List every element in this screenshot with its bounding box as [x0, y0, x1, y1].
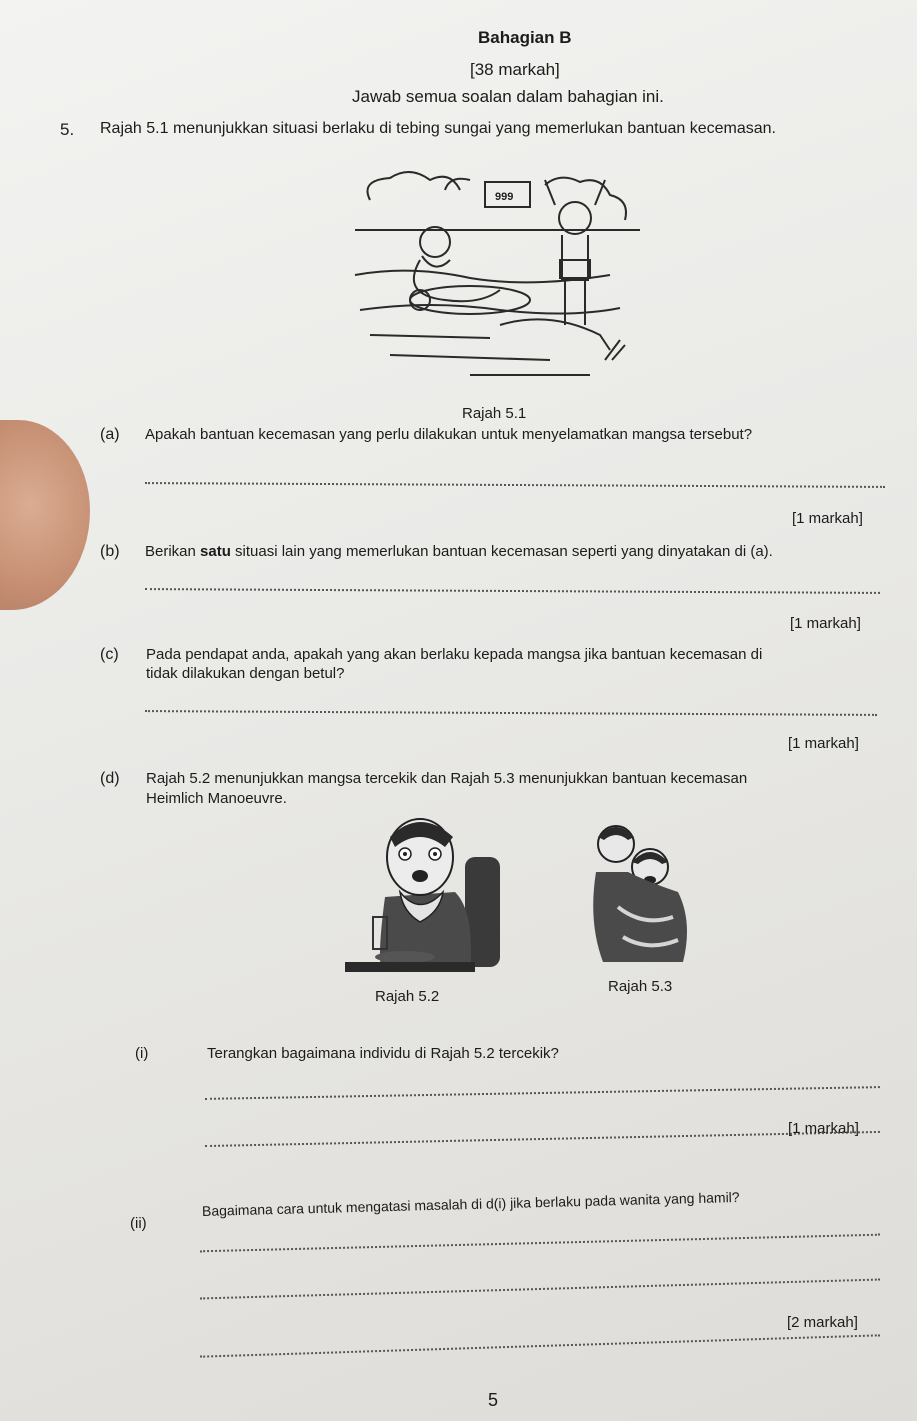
part-c-label: (c) [100, 646, 119, 663]
part-c-line1: Pada pendapat anda, apakah yang akan berlaku kepada mangsa jika bantuan kecemasan di [146, 646, 763, 663]
answer-line-d-ii-1 [200, 1234, 880, 1253]
section-instruction: Jawab semua soalan dalam bahagian ini. [352, 87, 664, 106]
thumb-shadow [0, 420, 90, 610]
part-b-marks: [1 markah] [790, 615, 861, 632]
part-d-ii-text: Bagaimana cara untuk mengatasi masalah di d(i) jika berlaku pada wanita yang hamil? [201, 1188, 740, 1219]
answer-line-d-i-1 [205, 1086, 880, 1100]
part-d-ii-marks: [2 markah] [787, 1314, 858, 1331]
figure-5-2-choking-person [345, 812, 505, 982]
section-title: Bahagian B [478, 28, 572, 47]
part-a-marks: [1 markah] [792, 510, 863, 527]
part-d-label: (d) [100, 770, 120, 787]
figure-5-3-heimlich-manoeuvre [588, 812, 698, 972]
part-a-text: Apakah bantuan kecemasan yang perlu dilakukan untuk menyelamatkan mangsa tersebut? [145, 426, 753, 443]
figure-5-1-caption: Rajah 5.1 [462, 405, 527, 422]
figure-5-2-caption: Rajah 5.2 [375, 988, 440, 1005]
answer-line-d-ii-2 [200, 1279, 880, 1300]
question-number: 5. [60, 120, 75, 139]
part-b-label: (b) [100, 543, 120, 560]
figure-5-1-drowning-illustration [350, 160, 650, 385]
part-d-i-marks: [1 markah] [788, 1120, 859, 1137]
part-d-i-label: (i) [135, 1045, 149, 1062]
part-d-line1: Rajah 5.2 menunjukkan mangsa tercekik dan Rajah 5.3 menunjukkan bantuan kecemasan [146, 770, 748, 787]
figure-5-3-caption: Rajah 5.3 [608, 978, 673, 995]
part-c-line2: tidak dilakukan dengan betul? [146, 665, 345, 682]
part-d-line2: Heimlich Manoeuvre. [146, 790, 287, 807]
part-c-marks: [1 markah] [788, 735, 859, 752]
figure-5-1-sign: 999 [495, 191, 514, 203]
page-number: 5 [488, 1390, 499, 1410]
part-d-ii-label: (ii) [130, 1215, 147, 1232]
answer-line-b [145, 588, 880, 594]
part-a-label: (a) [100, 426, 120, 443]
answer-line-d-ii-3 [200, 1334, 880, 1357]
answer-line-a [145, 482, 885, 488]
part-b-text: Berikan satu situasi lain yang memerlukan bantuan kecemasan seperti yang dinyatakan di (a). [145, 543, 773, 560]
answer-line-d-i-2 [205, 1131, 880, 1147]
question-intro: Rajah 5.1 menunjukkan situasi berlaku di tebing sungai yang memerlukan bantuan kecemasan. [100, 120, 776, 137]
answer-line-c [145, 710, 877, 716]
part-d-i-text: Terangkan bagaimana individu di Rajah 5.2 tercekik? [207, 1045, 559, 1062]
section-marks: [38 markah] [470, 60, 560, 79]
